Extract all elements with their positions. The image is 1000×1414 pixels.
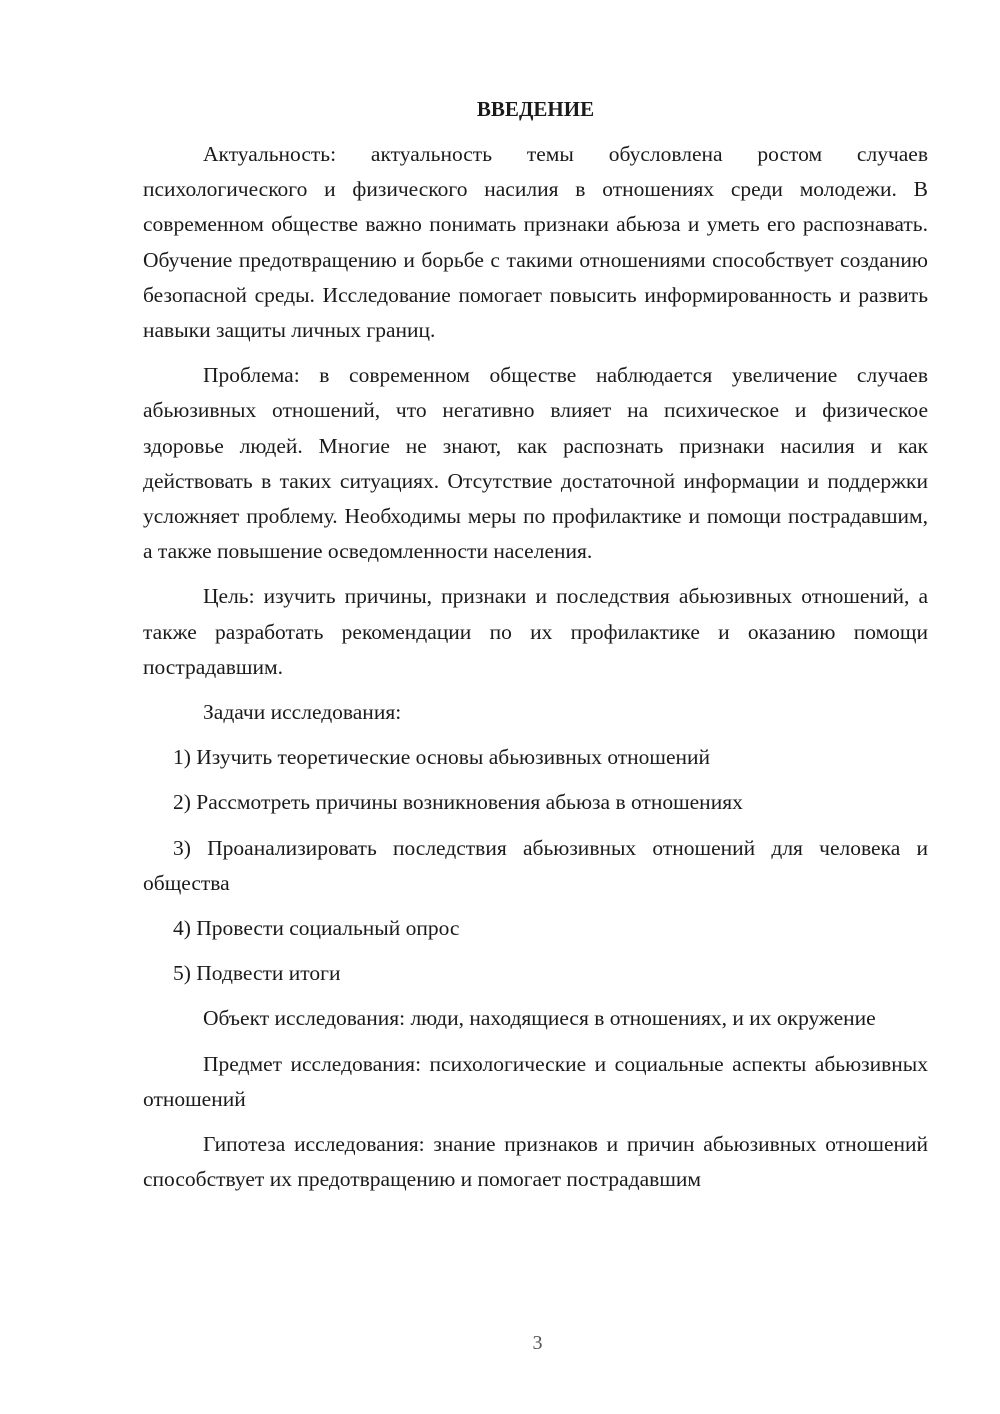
paragraph-goal: Цель: изучить причины, признаки и последствия абьюзивных отношений, а также разработать рекомендации по их профилактике и оказанию помощи пострадавшим. — [143, 584, 928, 679]
task-item-3: 3) Проанализировать последствия абьюзивных отношений для человека и общества — [143, 835, 928, 895]
task-item-1: 1) Изучить теоретические основы абьюзивных отношений — [173, 745, 711, 770]
paragraph-object: Объект исследования: люди, находящиеся в отношениях, и их окружение — [203, 1006, 876, 1031]
task-item-4: 4) Провести социальный опрос — [173, 916, 460, 941]
paragraph-relevance: Актуальность: актуальность темы обусловлена ростом случаев психологического и физического насилия в отношениях среди молодежи. В современном обществе важно понимать признаки абьюза и уметь его распознавать. Обучение предотвращению и борьбе с такими отношениями способствует созданию безопасной среды. Исследование помогает повысить информированность и развить навыки защиты личных границ. — [143, 142, 928, 343]
page-content — [143, 92, 928, 1207]
tasks-heading: Задачи исследования: — [203, 700, 402, 725]
task-item-2: 2) Рассмотреть причины возникновения абьюза в отношениях — [173, 790, 743, 815]
paragraph-problem: Проблема: в современном обществе наблюдается увеличение случаев абьюзивных отношений, что негативно влияет на психическое и физическое здоровье людей. Многие не знают, как распознать признаки насилия и как действовать в таких ситуациях. Отсутствие достаточной информации и поддержки усложняет проблему. Необходимы меры по профилактике и помощи пострадавшим, а также повышение осведомленности населения. — [143, 363, 928, 564]
section-heading: ВВЕДЕНИЕ — [476, 97, 595, 121]
paragraph-hypothesis: Гипотеза исследования: знание признаков и причин абьюзивных отношений способствует их предотвращению и помогает пострадавшим — [143, 1132, 928, 1192]
paragraph-subject: Предмет исследования: психологические и социальные аспекты абьюзивных отношений — [143, 1051, 928, 1111]
task-item-5: 5) Подвести итоги — [173, 961, 341, 986]
page-number: 3 — [532, 1332, 543, 1354]
